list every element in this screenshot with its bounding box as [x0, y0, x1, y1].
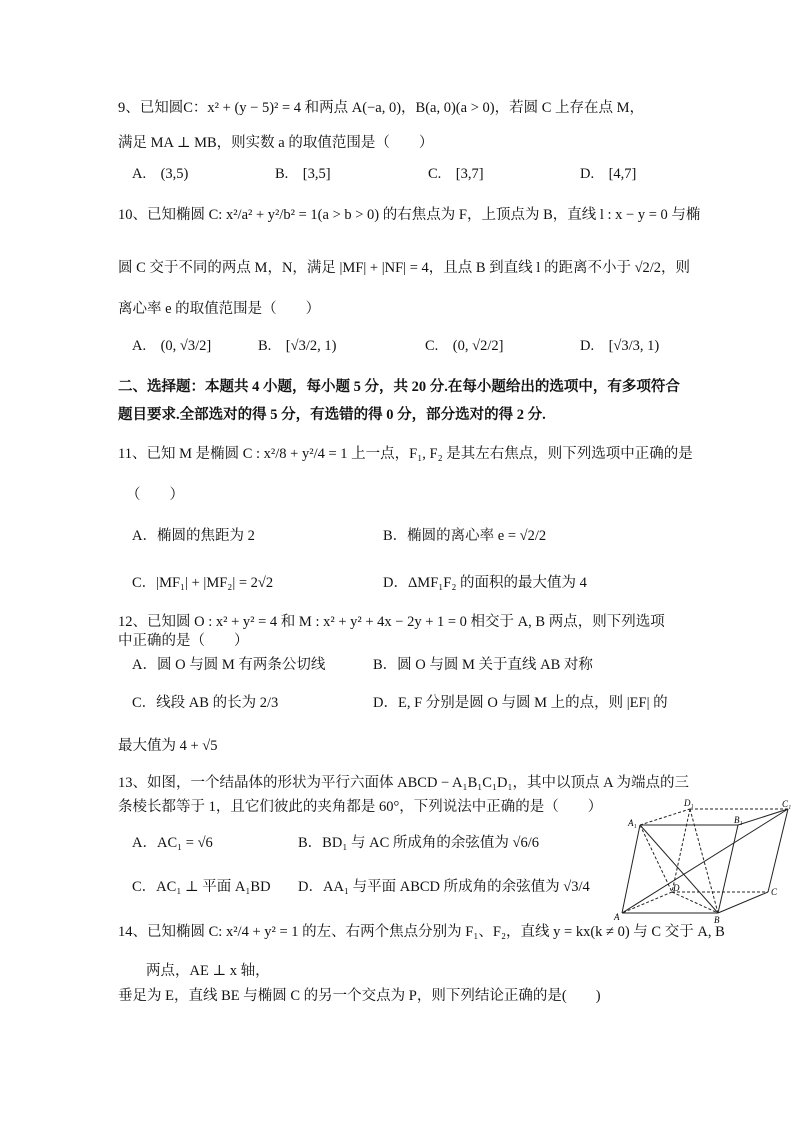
q9-option-b: B. [3,5]: [275, 166, 331, 182]
figure-label-c: C: [771, 887, 778, 897]
q10-option-a: A. (0, √3/2]: [132, 338, 212, 354]
q12-option-d: D．E, F 分别是圆 O 与圆 M 上的点，则 |EF| 的: [373, 695, 668, 711]
q9-option-d: D. [4,7]: [580, 166, 637, 182]
q9-option-c: C. [3,7]: [428, 166, 484, 182]
q10-option-d: D. [√3/3, 1): [580, 338, 660, 354]
section2-heading-line2: 题目要求.全部选对的得 5 分，有选错的得 0 分，部分选对的得 2 分.: [118, 407, 546, 423]
q11-option-c: C．|MF₁| + |MF₂| = 2√2: [132, 575, 274, 591]
q12-line1: 12、已知圆 O : x² + y² = 4 和 M : x² + y² + 4x − 2y + 1 = 0 相交于 A, B 两点，则下列选项: [118, 614, 665, 630]
q10-option-c: C. (0, √2/2]: [425, 338, 504, 354]
figure-label-b: B: [714, 915, 720, 924]
q12-line2: 中正确的是（ ）: [118, 633, 249, 649]
q9-line1: 9、已知圆C：x² + (y − 5)² = 4 和两点 A(−a, 0)，B(a, 0)(a > 0)，若圆 C 上存在点 M，: [118, 100, 645, 116]
q10-line2: 圆 C 交于不同的两点 M，N，满足 |MF| + |NF| = 4，且点 B 到直线 l 的距离不小于 √2/2，则: [118, 260, 691, 276]
figure-label-d1: D₁: [684, 798, 694, 808]
q12-option-a: A．圆 O 与圆 M 有两条公切线: [132, 657, 326, 673]
q14-line1: 14、已知椭圆 C: x²/4 + y² = 1 的左、右两个焦点分别为 F₁、F₂，直线 y = kx(k ≠ 0) 与 C 交于 A, B: [118, 924, 725, 940]
q9-option-a: A. (3,5): [132, 166, 189, 182]
q13-option-d: D．AA₁ 与平面 ABCD 所成角的余弦值为 √3/4: [298, 879, 590, 895]
q13-option-a: A．AC₁ = √6: [132, 835, 213, 851]
q11-line1: 11、已知 M 是椭圆 C : x²/8 + y²/4 = 1 上一点，F₁, F₂ 是其左右焦点，则下列选项中正确的是: [118, 446, 693, 462]
q11-option-b: B．椭圆的离心率 e = √2/2: [383, 528, 547, 544]
q13-line1: 13、如图，一个结晶体的形状为平行六面体 ABCD − A₁B₁C₁D₁，其中以顶点 A 为端点的三: [118, 775, 689, 791]
q13-option-b: B．BD₁ 与 AC 所成角的余弦值为 √6/6: [298, 835, 539, 851]
parallelepiped-figure: [612, 796, 794, 924]
figure-label-d: D: [673, 883, 680, 893]
figure-label-a: A: [614, 912, 620, 922]
q13-line2: 条棱长都等于 1，且它们彼此的夹角都是 60°，下列说法中正确的是（ ）: [118, 799, 603, 815]
q10-line1: 10、已知椭圆 C: x²/a² + y²/b² = 1(a > b > 0) 的右焦点为 F，上顶点为 B，直线 l : x − y = 0 与椭: [118, 207, 701, 223]
q13-option-c: C．AC₁ ⊥ 平面 A₁BD: [132, 879, 271, 895]
figure-label-b1: B₁: [734, 815, 743, 825]
q9-line2: 满足 MA ⊥ MB，则实数 a 的取值范围是（ ）: [118, 135, 434, 151]
q12-option-b: B．圆 O 与圆 M 关于直线 AB 对称: [373, 657, 593, 673]
figure-label-c1: C₁: [782, 799, 792, 809]
q12-option-c: C．线段 AB 的长为 2/3: [132, 695, 279, 711]
q10-option-b: B. [√3/2, 1): [258, 338, 337, 354]
q11-option-d: D．ΔMF₁F₂ 的面积的最大值为 4: [383, 575, 587, 591]
q10-line3: 离心率 e 的取值范围是（ ）: [118, 301, 321, 317]
q14-line3: 垂足为 E，直线 BE 与椭圆 C 的另一个交点为 P，则下列结论正确的是( ): [118, 988, 601, 1004]
q11-option-a: A．椭圆的焦距为 2: [132, 528, 255, 544]
q12-line-last: 最大值为 4 + √5: [118, 738, 218, 754]
figure-label-a1: A₁: [628, 818, 637, 828]
q11-line2: （ ）: [126, 487, 184, 503]
q14-line2: 两点，AE ⊥ x 轴，: [146, 963, 270, 979]
section2-heading-line1: 二、选择题：本题共 4 小题，每小题 5 分，共 20 分.在每小题给出的选项中，有多项符合: [118, 379, 680, 395]
